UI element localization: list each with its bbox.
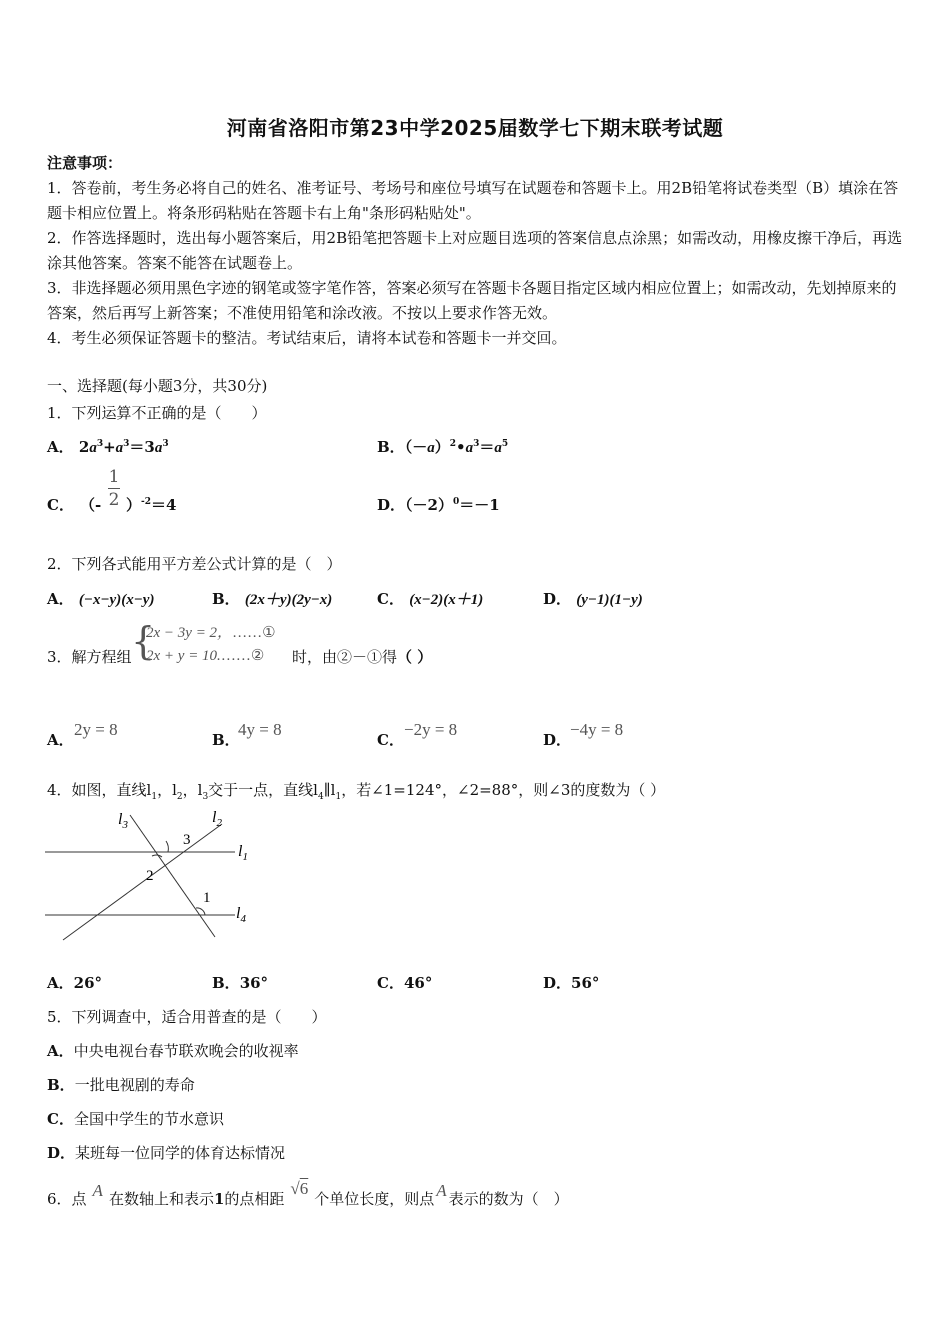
question-2-stem: 2．下列各式能用平方差公式计算的是（ ） — [47, 555, 342, 573]
question-2-option-c: C． (x−2)(x＋1) — [377, 590, 484, 608]
question-2-option-a: A． (−x−y)(x−y) — [47, 590, 155, 608]
question-4-stem: 4．如图，直线$l_1$，$l_2$，$l_3$交于一点，直线$l_4\parallel l_1$，若∠1=124°，∠2=88°，则∠3的度数为（ ） — [47, 781, 666, 802]
label-l2: $l_2$ — [212, 809, 222, 829]
question-5-option-d: D．某班每一位同学的体育达标情况 — [47, 1144, 286, 1162]
question-4-option-a: A．26° — [47, 974, 103, 992]
question-3-option-c: −2y = 8 — [404, 720, 458, 739]
question-2-option-b: B． (2x＋y)(2y−x) — [212, 590, 333, 608]
question-3-suffix: 时，由②－①得（ ） — [292, 648, 433, 666]
question-1-option-d: D．$(-2)^0=-1$ — [377, 496, 500, 514]
question-5-option-a: A．中央电视台春节联欢晚会的收视率 — [47, 1042, 299, 1060]
question-3-prefix: 3．解方程组 — [47, 648, 132, 666]
label-l4: $l_4$ — [236, 905, 246, 925]
question-3-option-c-label: C． — [377, 731, 404, 749]
notice-item: 2．作答选择题时，选出每小题答案后，用2B铅笔把答题卡上对应题目选项的答案信息点涂黑；如需改动，用橡皮擦干净后，再选涂其他答案。答案不能答在试题卷上。 — [47, 229, 903, 272]
question-6-stem: 6．点 A 在数轴上和表示1的点相距√6个单位长度，则点 A 表示的数为（ ） — [47, 1179, 569, 1208]
question-4-option-c: C．46° — [377, 974, 433, 992]
line-l3 — [130, 815, 215, 937]
equation-2: 2x + y = 10.……② — [146, 648, 265, 664]
page-title: 河南省洛阳市第23中学2025届数学七下期末联考试题 — [226, 116, 724, 140]
label-angle-3: 3 — [183, 832, 191, 848]
fraction-one-half: 1 2 — [108, 467, 120, 510]
label-angle-2: 2 — [146, 868, 154, 884]
equation-1: 2x − 3y = 2，……① — [146, 625, 276, 641]
label-l1: $l_1$ — [238, 843, 248, 863]
question-3-option-d-label: D． — [543, 731, 572, 749]
question-3-option-b: 4y = 8 — [238, 720, 282, 739]
question-2-option-d: D． (y−1)(1−y) — [543, 590, 643, 608]
question-1-option-c-rest: ）$^{-2}$＝4 — [126, 496, 177, 514]
notice-item: 1．答卷前，考生务必将自己的姓名、准考证号、考场号和座位号填写在试题卷和答题卡上。用2B铅笔将试卷类型（B）填涂在答题卡相应位置上。将条形码粘贴在答题卡右上角"条形码粘贴处"。 — [47, 179, 899, 222]
line-l2 — [63, 824, 222, 940]
question-1-option-c-open: （- — [80, 496, 102, 514]
label-l3: $l_3$ — [118, 811, 128, 831]
question-1-option-b: B．$(-a)^2•a^3=a^5$ — [377, 438, 509, 456]
question-3-option-a-label: A． — [47, 731, 74, 749]
question-1-option-a: A． $2a^3+a^3=3a^3$ — [47, 438, 169, 456]
notice-item: 4．考生必须保证答题卡的整洁。考试结束后，请将本试卷和答题卡一并交回。 — [47, 329, 567, 347]
question-1-option-c-label: C． — [47, 496, 74, 514]
question-5-option-b: B．一批电视剧的寿命 — [47, 1076, 195, 1094]
question-3-option-d: −4y = 8 — [570, 720, 624, 739]
question-4-option-d: D．56° — [543, 974, 600, 992]
notice-heading: 注意事项： — [47, 154, 123, 172]
angle-3-arc — [166, 841, 168, 852]
question-3-option-a: 2y = 8 — [74, 720, 118, 739]
geometry-figure — [40, 800, 270, 950]
question-5-stem: 5．下列调查中，适合用普查的是（ ） — [47, 1008, 327, 1026]
question-4-option-b: B．36° — [212, 974, 269, 992]
section-heading: 一、选择题(每小题3分，共30分) — [47, 377, 268, 395]
system-brace: { — [131, 619, 156, 663]
question-5-option-c: C．全国中学生的节水意识 — [47, 1110, 224, 1128]
question-3-option-b-label: B． — [212, 731, 240, 749]
notice-item: 3．非选择题必须用黑色字迹的钢笔或签字笔作答，答案必须写在答题卡各题目指定区域内相应位置上；如需改动，先划掉原来的答案，然后再写上新答案；不准使用铅笔和涂改液。不按以上要求作答无效。 — [47, 279, 897, 322]
angle-2-arc — [152, 855, 162, 857]
question-1-stem: 1．下列运算不正确的是（ ） — [47, 404, 267, 422]
label-angle-1: 1 — [203, 890, 211, 906]
